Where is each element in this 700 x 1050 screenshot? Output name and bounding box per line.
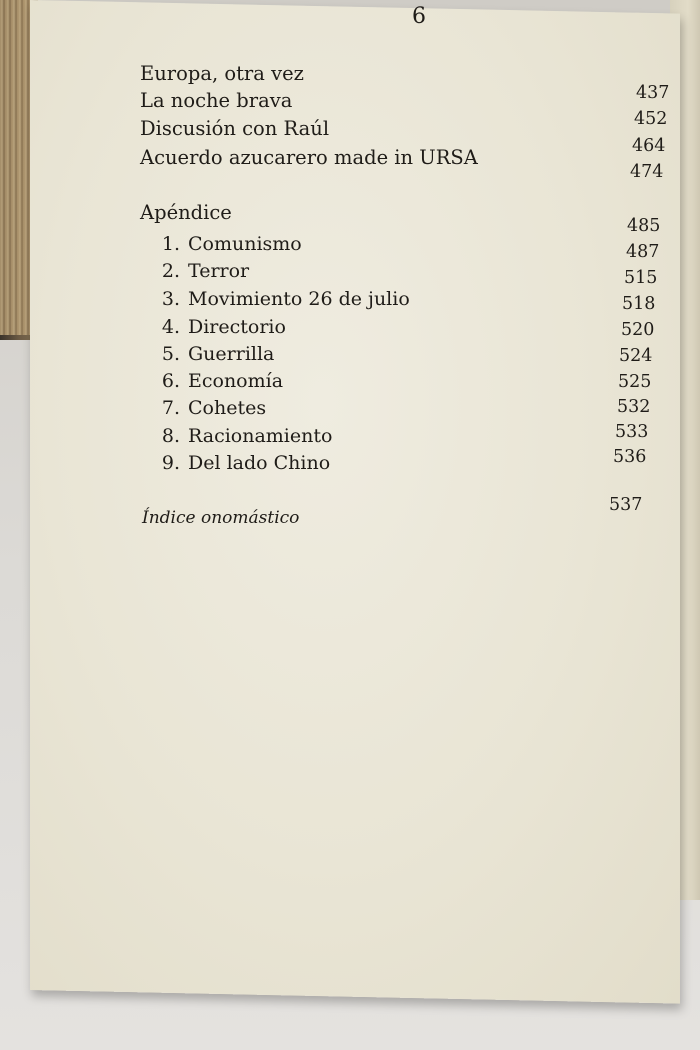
appendix-item-index: 7. — [161, 397, 180, 419]
appendix-item-title: Guerrilla — [188, 343, 275, 365]
appendix-item-index: 6. — [161, 370, 180, 392]
appendix-item-title: Economía — [188, 370, 284, 392]
appendix-item-title: Directorio — [188, 316, 286, 338]
appendix-item-title: Del lado Chino — [188, 452, 331, 474]
appendix-item-page: 536 — [613, 447, 647, 467]
appendix-page: 485 — [627, 216, 661, 236]
toc-entry-title: La noche brava — [140, 89, 293, 112]
appendix-item-page: 487 — [626, 242, 660, 262]
appendix-item — [150, 343, 274, 365]
toc-entry-title: Discusión con Raúl — [140, 117, 330, 140]
appendix-item-title: Cohetes — [188, 397, 267, 419]
toc-entry-page: 437 — [636, 83, 670, 103]
appendix-item-page: 525 — [618, 372, 652, 392]
toc-entry-page: 464 — [632, 136, 666, 156]
appendix-item-page: 518 — [622, 294, 656, 314]
appendix-item-index: 8. — [161, 425, 180, 447]
appendix-item-title: Racionamiento — [188, 425, 333, 447]
appendix-item-page: 532 — [617, 397, 651, 417]
appendix-title: Apéndice — [140, 201, 232, 224]
appendix-item — [150, 316, 286, 338]
toc-entry-title: Europa, otra vez — [140, 62, 304, 85]
appendix-item — [150, 452, 330, 474]
toc-entry-title: Acuerdo azucarero made in URSA — [140, 146, 478, 169]
appendix-item — [150, 260, 249, 282]
appendix-item — [150, 425, 332, 447]
appendix-item-index: 5. — [161, 343, 180, 365]
appendix-item-index: 2. — [161, 260, 180, 282]
toc-entry-page: 474 — [630, 162, 664, 182]
appendix-item — [150, 288, 410, 310]
appendix-item-index: 1. — [161, 233, 180, 255]
appendix-item — [150, 397, 266, 419]
appendix-item — [150, 233, 302, 255]
appendix-item-title: Comunismo — [188, 233, 302, 255]
appendix-item-page: 515 — [624, 268, 658, 288]
toc-entry-page: 452 — [634, 109, 668, 129]
appendix-item-title: Movimiento 26 de julio — [188, 288, 410, 310]
appendix-item-index: 4. — [161, 316, 180, 338]
appendix-item-index: 9. — [161, 452, 180, 474]
name-index-title: Índice onomástico — [142, 508, 300, 528]
appendix-item-page: 533 — [615, 422, 649, 442]
appendix-item-index: 3. — [161, 288, 180, 310]
appendix-item-page: 524 — [619, 346, 653, 366]
appendix-item-page: 520 — [621, 320, 655, 340]
name-index-page: 537 — [609, 495, 643, 515]
page-number: 6 — [412, 4, 426, 29]
appendix-item — [150, 370, 283, 392]
appendix-item-title: Terror — [188, 260, 250, 282]
